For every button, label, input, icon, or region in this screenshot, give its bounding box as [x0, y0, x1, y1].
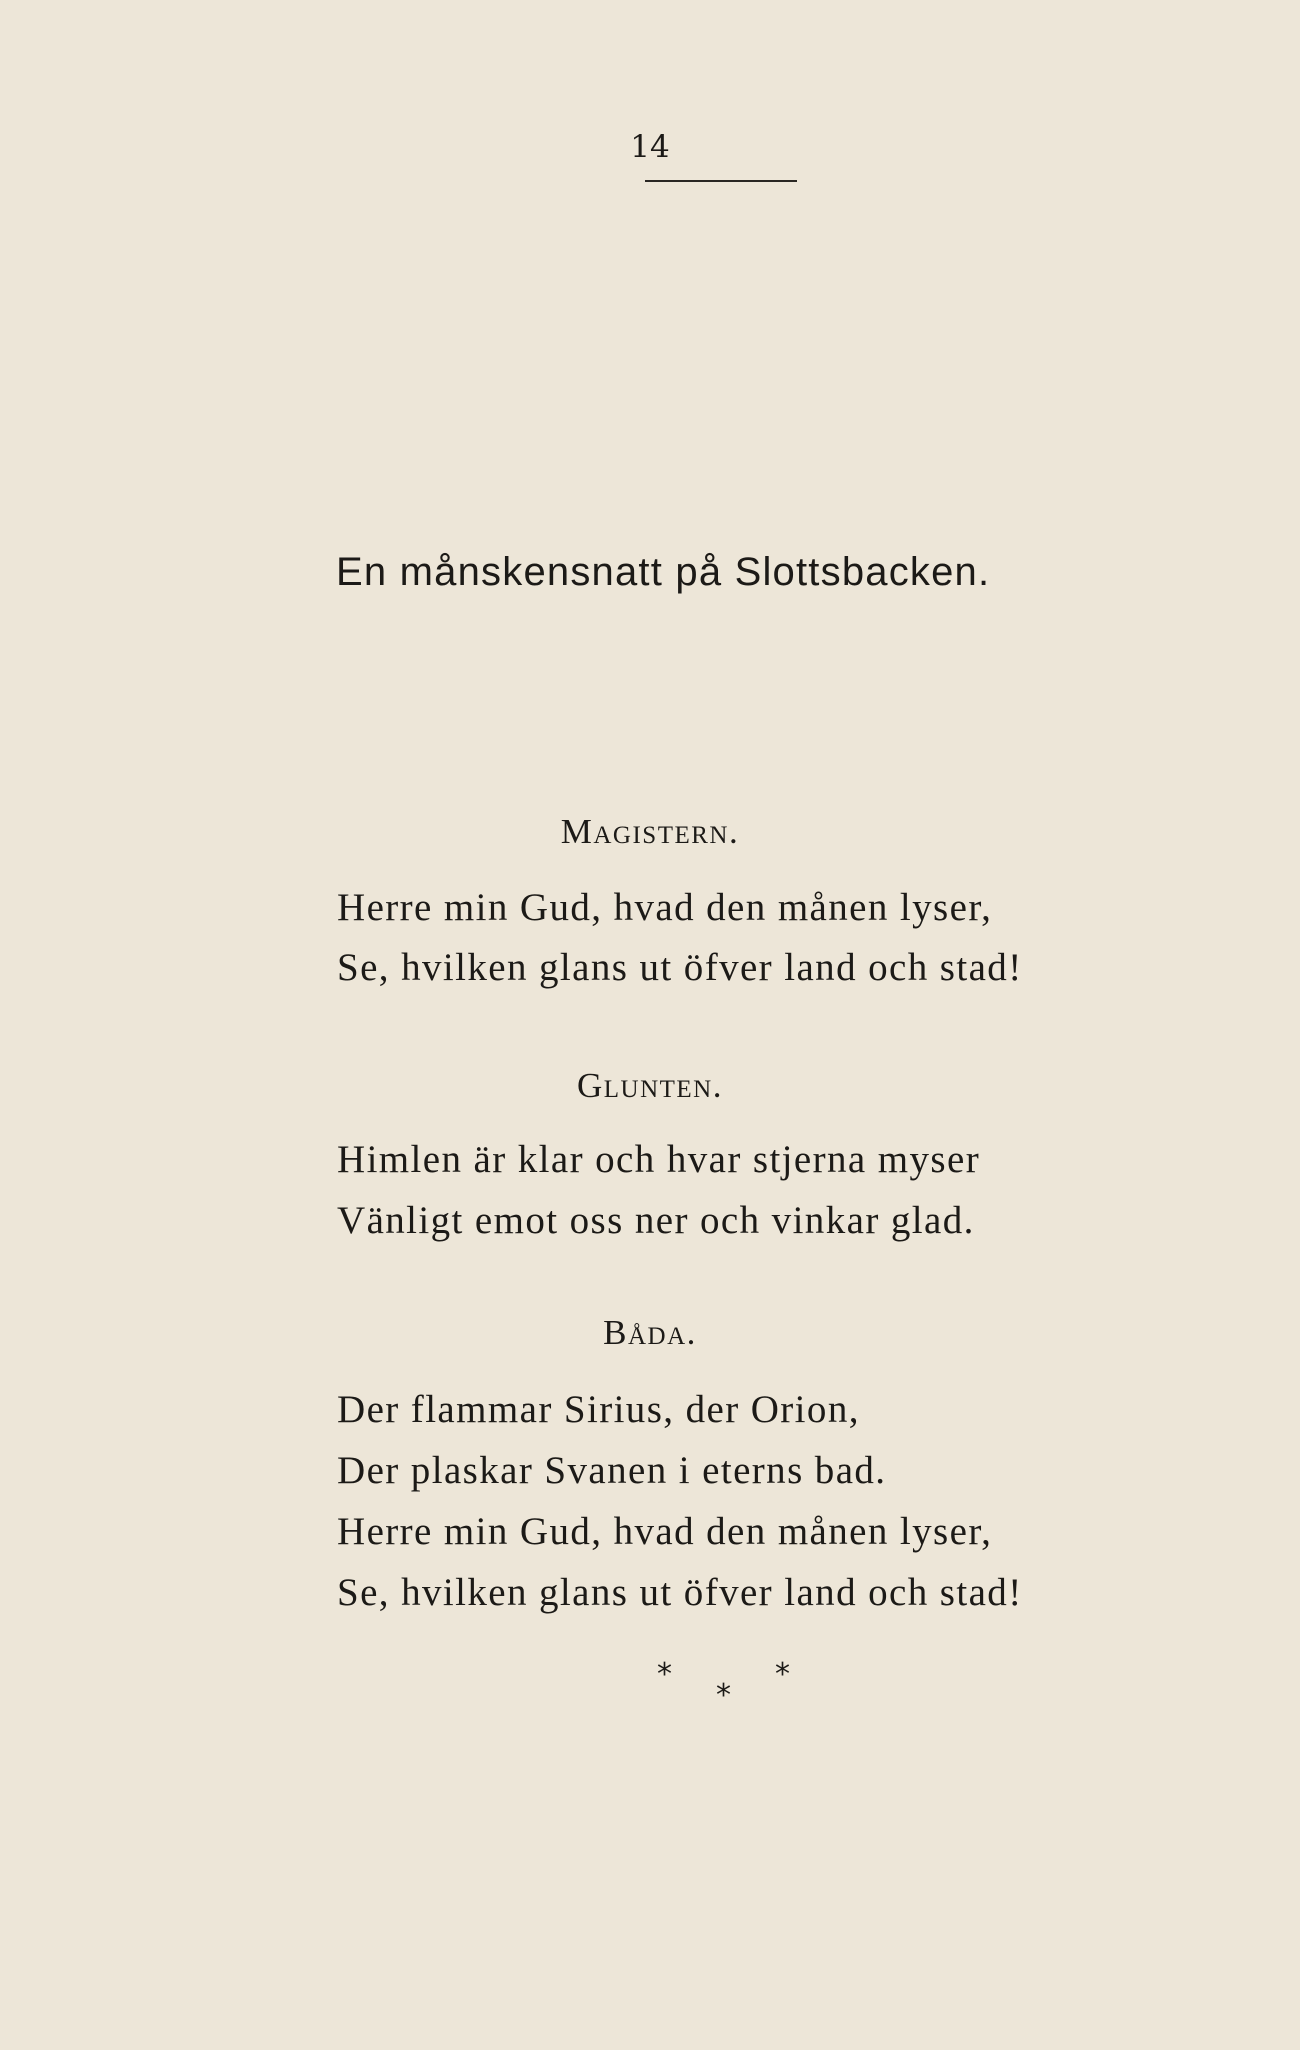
speaker-glunten: Glunten.	[576, 1066, 723, 1105]
page-number-rule	[645, 180, 797, 182]
verse-line: Herre min Gud, hvad den månen lyser,	[337, 886, 993, 929]
page-number: 14	[630, 129, 670, 165]
speaker-magistern: Magistern.	[560, 812, 740, 851]
asterism-bottom: *	[716, 1678, 731, 1713]
verse-line: Se, hvilken glans ut öfver land och stad!	[337, 1571, 1023, 1614]
verse-line: Der plaskar Svanen i eterns bad.	[337, 1449, 887, 1492]
poem-title: En månskensnatt på Slottsbacken.	[336, 550, 991, 594]
verse-line: Herre min Gud, hvad den månen lyser,	[337, 1510, 993, 1553]
verse-line: Der flammar Sirius, der Orion,	[337, 1388, 860, 1431]
verse-line: Se, hvilken glans ut öfver land och stad!	[337, 946, 1023, 989]
asterism-right: *	[775, 1657, 790, 1692]
verse-line: Vänligt emot oss ner och vinkar glad.	[337, 1199, 975, 1242]
verse-line: Himlen är klar och hvar stjerna myser	[337, 1138, 981, 1181]
speaker-bada: Båda.	[603, 1313, 697, 1352]
asterism-left: *	[657, 1657, 672, 1692]
